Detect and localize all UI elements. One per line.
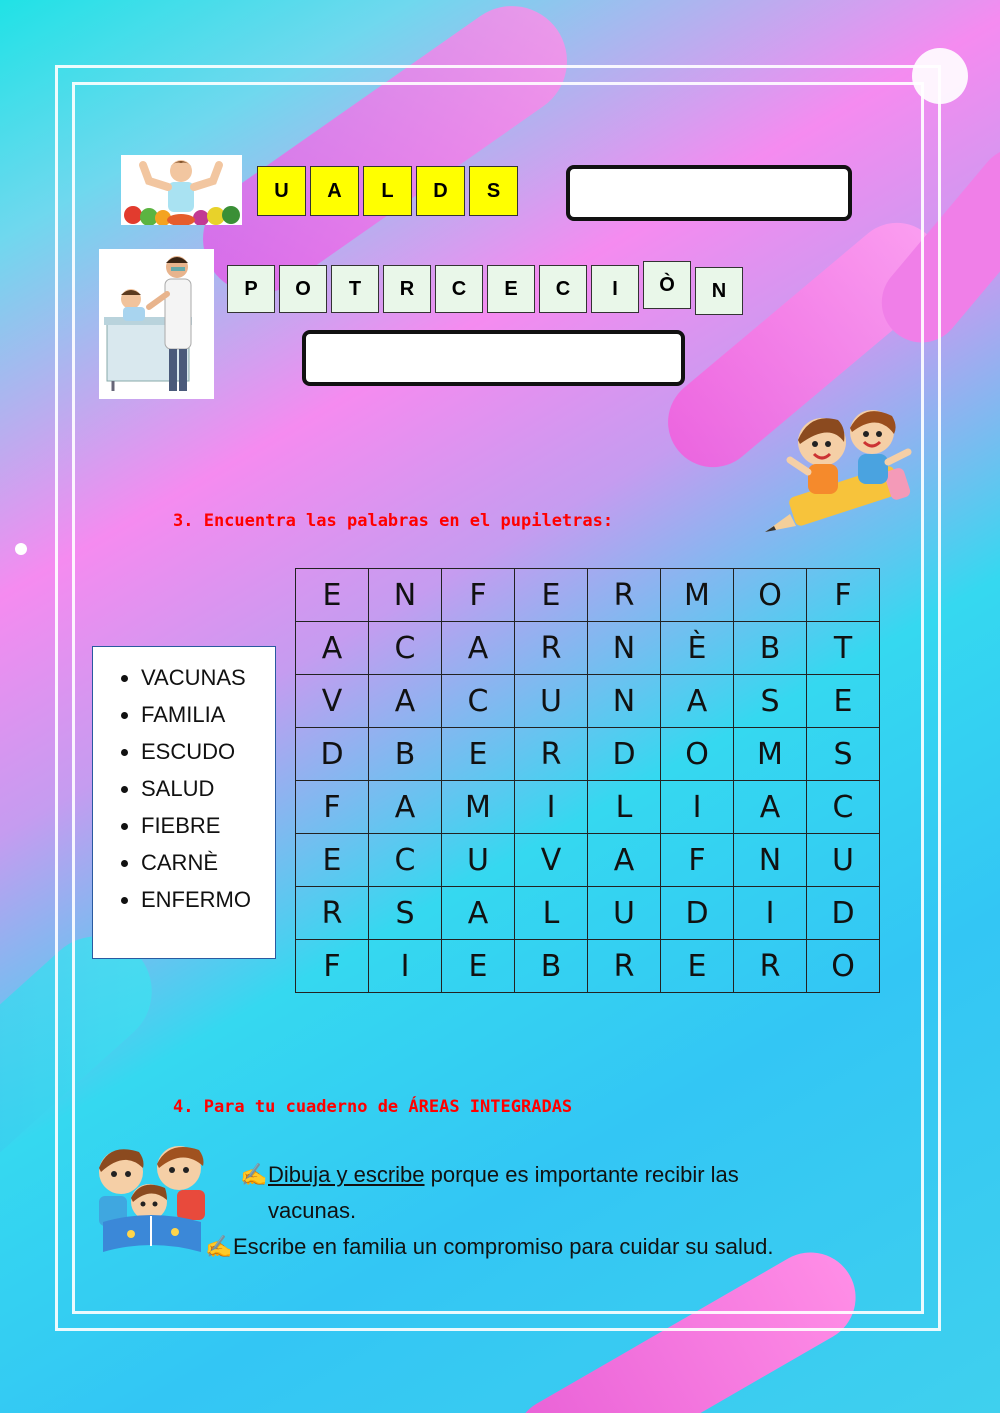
scrambled-word-1 [257, 166, 518, 216]
decorative-dot [15, 543, 27, 555]
grid-cell[interactable]: S [734, 675, 807, 728]
letter-tile: A [310, 166, 359, 216]
letter-tile: R [383, 265, 431, 313]
grid-cell[interactable]: U [515, 675, 588, 728]
instruction-1-line-2: vacunas. [268, 1198, 357, 1223]
grid-cell[interactable]: R [588, 940, 661, 993]
letter-tile: N [695, 267, 743, 315]
grid-cell[interactable]: M [734, 728, 807, 781]
grid-cell[interactable]: V [515, 834, 588, 887]
word-search-grid [295, 568, 880, 993]
letter-tile: C [539, 265, 587, 313]
letter-tile: P [227, 265, 275, 313]
grid-row [296, 834, 880, 887]
grid-cell[interactable]: E [807, 675, 880, 728]
grid-row [296, 675, 880, 728]
grid-cell[interactable]: D [807, 887, 880, 940]
grid-cell[interactable]: I [369, 940, 442, 993]
answer-box-2[interactable] [302, 330, 685, 386]
grid-cell[interactable]: R [588, 569, 661, 622]
grid-cell[interactable]: F [661, 834, 734, 887]
list-item: • SALUD [141, 770, 275, 807]
grid-cell[interactable]: A [661, 675, 734, 728]
grid-cell[interactable]: A [369, 781, 442, 834]
grid-cell[interactable]: I [734, 887, 807, 940]
grid-cell[interactable]: R [734, 940, 807, 993]
instruction-1-emphasis: Dibuja y escribe [268, 1162, 425, 1187]
grid-cell[interactable]: E [661, 940, 734, 993]
grid-cell[interactable]: N [588, 622, 661, 675]
grid-cell[interactable]: N [588, 675, 661, 728]
pencil-icon: ✍ [240, 1162, 268, 1187]
grid-cell[interactable]: E [442, 728, 515, 781]
grid-cell[interactable]: D [296, 728, 369, 781]
list-item: • ESCUDO [141, 733, 275, 770]
scrambled-word-2 [227, 265, 743, 315]
grid-row [296, 569, 880, 622]
list-item: • FAMILIA [141, 696, 275, 733]
grid-cell[interactable]: O [661, 728, 734, 781]
grid-cell[interactable]: E [296, 569, 369, 622]
grid-cell[interactable]: F [296, 781, 369, 834]
grid-cell[interactable]: A [442, 887, 515, 940]
letter-tile: E [487, 265, 535, 313]
grid-cell[interactable]: U [588, 887, 661, 940]
grid-cell[interactable]: B [369, 728, 442, 781]
grid-cell[interactable]: C [442, 675, 515, 728]
grid-cell[interactable]: R [515, 728, 588, 781]
section-4-heading: 4. Para tu cuaderno de ÁREAS INTEGRADAS [173, 1097, 573, 1117]
instruction-2-text: Escribe en familia un compromiso para cuidar su salud. [233, 1234, 774, 1259]
grid-cell[interactable]: D [588, 728, 661, 781]
grid-cell[interactable]: R [296, 887, 369, 940]
instruction-1-text: porque es importante recibir las [424, 1162, 739, 1187]
grid-cell[interactable]: M [442, 781, 515, 834]
letter-tile: Ò [643, 261, 691, 309]
list-item: • CARNÈ [141, 844, 275, 881]
letter-tile: D [416, 166, 465, 216]
instruction-2 [205, 1234, 773, 1260]
instruction-1-line-1 [240, 1162, 739, 1188]
grid-cell[interactable]: O [734, 569, 807, 622]
grid-cell[interactable]: V [296, 675, 369, 728]
grid-cell[interactable]: B [515, 940, 588, 993]
word-list [92, 646, 276, 959]
grid-cell[interactable]: A [296, 622, 369, 675]
kids-reading-illustration [95, 1138, 210, 1256]
grid-row [296, 728, 880, 781]
letter-tile: I [591, 265, 639, 313]
grid-cell[interactable]: S [369, 887, 442, 940]
grid-cell[interactable]: L [515, 887, 588, 940]
vaccination-illustration [99, 249, 214, 399]
grid-cell[interactable]: E [296, 834, 369, 887]
grid-cell[interactable]: C [369, 834, 442, 887]
list-item: • VACUNAS [141, 659, 275, 696]
grid-cell[interactable]: A [734, 781, 807, 834]
grid-cell[interactable]: U [807, 834, 880, 887]
grid-cell[interactable]: R [515, 622, 588, 675]
grid-cell[interactable]: I [515, 781, 588, 834]
pencil-icon: ✍ [205, 1234, 233, 1259]
letter-tile: T [331, 265, 379, 313]
letter-tile: S [469, 166, 518, 216]
grid-cell[interactable]: A [442, 622, 515, 675]
grid-row [296, 781, 880, 834]
grid-cell[interactable]: E [515, 569, 588, 622]
grid-cell[interactable]: T [807, 622, 880, 675]
list-item: • ENFERMO [141, 881, 275, 918]
letter-tile: L [363, 166, 412, 216]
grid-cell[interactable]: O [807, 940, 880, 993]
grid-cell[interactable]: M [661, 569, 734, 622]
letter-tile: O [279, 265, 327, 313]
grid-cell[interactable]: I [661, 781, 734, 834]
grid-row [296, 887, 880, 940]
section-3-heading: 3. Encuentra las palabras en el pupiletras: [173, 511, 614, 531]
grid-cell[interactable]: L [588, 781, 661, 834]
grid-row [296, 940, 880, 993]
grid-cell[interactable]: N [734, 834, 807, 887]
grid-cell[interactable]: B [734, 622, 807, 675]
letter-tile: C [435, 265, 483, 313]
grid-cell[interactable]: F [442, 569, 515, 622]
grid-cell[interactable]: F [807, 569, 880, 622]
grid-row [296, 622, 880, 675]
grid-cell[interactable]: D [661, 887, 734, 940]
healthy-boy-illustration [121, 155, 242, 225]
grid-cell[interactable]: È [661, 622, 734, 675]
grid-cell[interactable]: C [369, 622, 442, 675]
grid-cell[interactable]: C [807, 781, 880, 834]
grid-cell[interactable]: F [296, 940, 369, 993]
letter-tile: U [257, 166, 306, 216]
grid-cell[interactable]: U [442, 834, 515, 887]
kids-on-pencil-illustration [760, 402, 920, 542]
list-item: • FIEBRE [141, 807, 275, 844]
grid-cell[interactable]: S [807, 728, 880, 781]
answer-box-1[interactable] [566, 165, 852, 221]
grid-cell[interactable]: A [588, 834, 661, 887]
grid-cell[interactable]: E [442, 940, 515, 993]
grid-cell[interactable]: A [369, 675, 442, 728]
grid-cell[interactable]: N [369, 569, 442, 622]
